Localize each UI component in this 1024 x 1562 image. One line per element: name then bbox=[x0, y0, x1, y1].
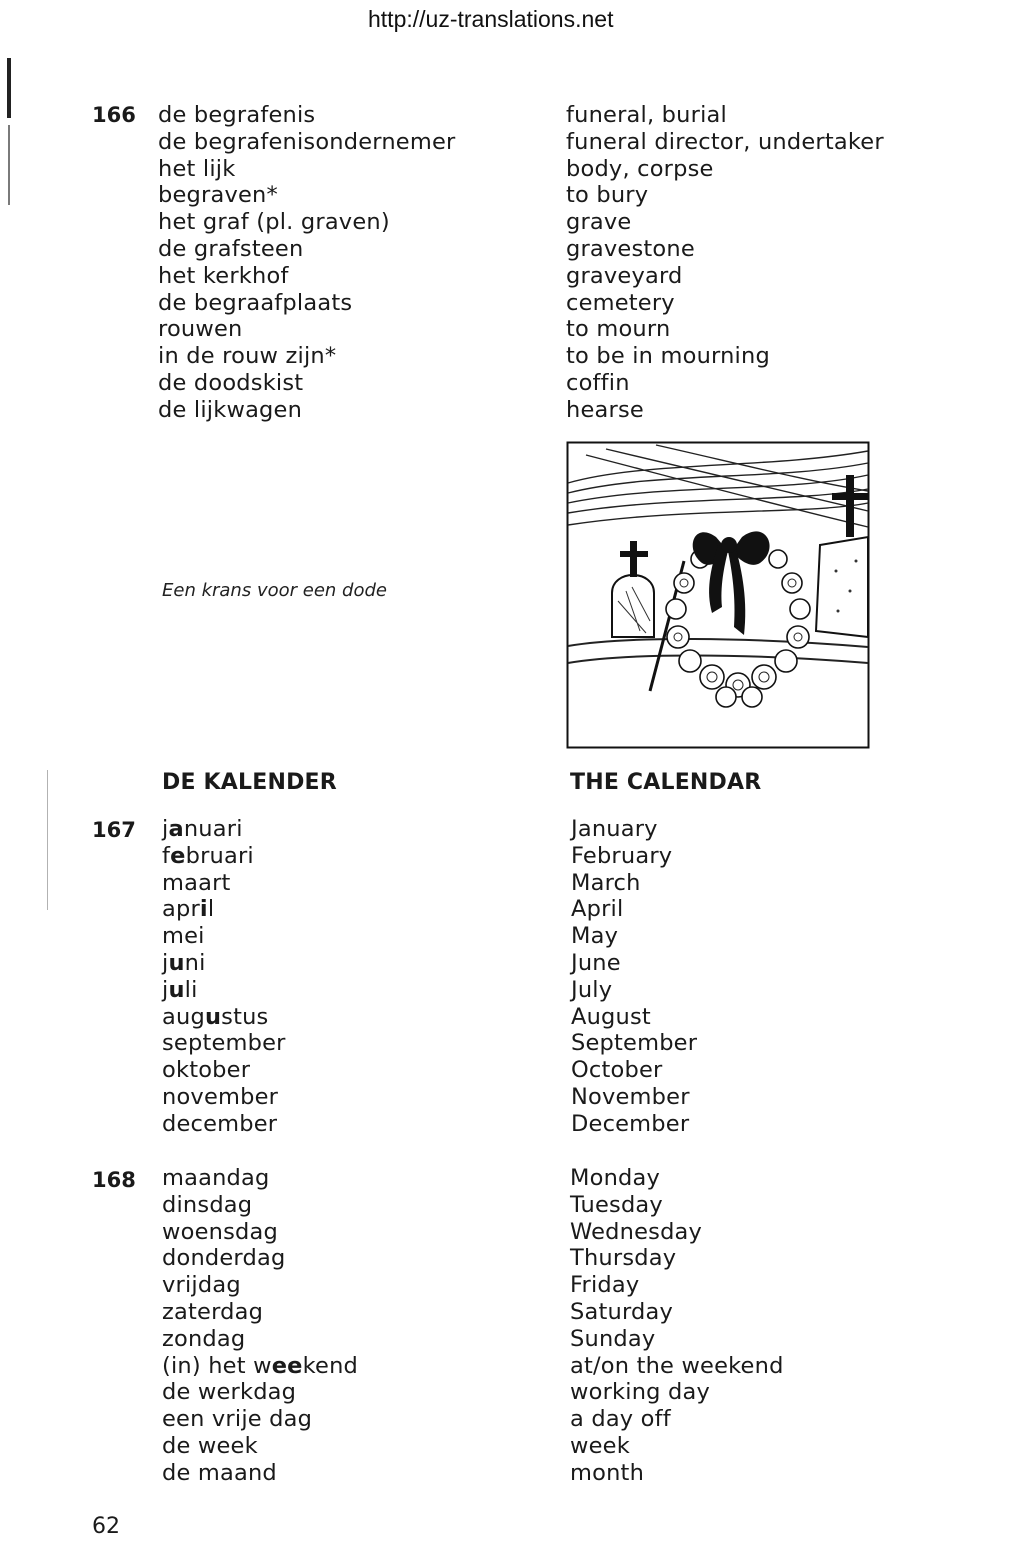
word-part: ni bbox=[184, 949, 206, 976]
dutch-word bbox=[162, 896, 286, 923]
dutch-word bbox=[162, 1379, 358, 1406]
english-translation: September bbox=[571, 1030, 698, 1057]
heading-the-calendar: THE CALENDAR bbox=[570, 770, 762, 795]
english-translation: to mourn bbox=[566, 316, 671, 343]
word-part: li bbox=[184, 976, 198, 1003]
word-part: de begraafplaats bbox=[158, 289, 353, 316]
word-part: september bbox=[162, 1030, 286, 1057]
word-part: de maand bbox=[162, 1459, 277, 1486]
page-number: 62 bbox=[92, 1514, 120, 1539]
word-part: december bbox=[162, 1110, 278, 1137]
english-translation: August bbox=[571, 1003, 651, 1030]
english-translation: Thursday bbox=[570, 1245, 677, 1272]
dutch-word bbox=[162, 923, 286, 950]
dutch-word-list-168 bbox=[162, 1165, 358, 1487]
word-part: aug bbox=[162, 1003, 205, 1030]
dutch-word bbox=[158, 397, 455, 424]
english-translation: working day bbox=[570, 1379, 710, 1406]
english-translation: January bbox=[571, 816, 658, 842]
scan-mark bbox=[47, 770, 48, 910]
english-word-list-168 bbox=[570, 1165, 784, 1487]
english-translation: to bury bbox=[566, 182, 649, 209]
english-translation: July bbox=[571, 976, 613, 1003]
dutch-word bbox=[162, 1165, 358, 1192]
dutch-word bbox=[162, 1192, 358, 1219]
english-translation: May bbox=[571, 923, 619, 950]
word-part: dinsdag bbox=[162, 1191, 253, 1218]
english-translation: December bbox=[571, 1110, 690, 1137]
dutch-word bbox=[162, 1353, 358, 1380]
word-part: (in) het w bbox=[162, 1352, 272, 1379]
stress-vowel: ee bbox=[271, 1352, 303, 1379]
english-translation: hearse bbox=[566, 396, 644, 423]
word-part: de werkdag bbox=[162, 1379, 297, 1406]
dutch-word bbox=[162, 1004, 286, 1031]
illustration-caption: Een krans voor een dode bbox=[162, 580, 387, 601]
entry-number-167: 167 bbox=[92, 818, 136, 842]
wreath-illustration bbox=[566, 441, 870, 749]
stress-vowel: e bbox=[170, 842, 186, 869]
english-translation: at/on the weekend bbox=[570, 1352, 784, 1379]
dutch-word bbox=[162, 1030, 286, 1057]
english-translation: week bbox=[570, 1432, 630, 1459]
word-part: l bbox=[207, 896, 215, 923]
word-part: het kerkhof bbox=[158, 262, 289, 289]
dutch-word-list-166 bbox=[158, 102, 455, 424]
english-translation: Monday bbox=[570, 1165, 661, 1191]
english-translation: June bbox=[571, 949, 621, 976]
english-translation: Wednesday bbox=[570, 1218, 703, 1245]
english-translation: month bbox=[570, 1459, 645, 1486]
word-part: nuari bbox=[183, 816, 243, 842]
dutch-word bbox=[162, 1406, 358, 1433]
english-translation: graveyard bbox=[566, 262, 683, 289]
stress-vowel: i bbox=[199, 896, 208, 923]
dutch-word bbox=[158, 290, 455, 317]
word-part: j bbox=[162, 949, 169, 976]
dutch-word bbox=[158, 343, 455, 370]
scan-mark bbox=[7, 58, 11, 118]
english-translation: April bbox=[571, 896, 624, 923]
word-part: apr bbox=[162, 896, 200, 923]
word-part: stus bbox=[221, 1003, 269, 1030]
word-part: de doodskist bbox=[158, 369, 304, 396]
word-part: donderdag bbox=[162, 1245, 286, 1272]
word-part: rouwen bbox=[158, 316, 243, 343]
word-part: in de rouw zijn* bbox=[158, 343, 337, 370]
dutch-word bbox=[162, 843, 286, 870]
english-translation: funeral director, undertaker bbox=[566, 128, 884, 155]
word-part: het lijk bbox=[158, 155, 236, 182]
word-part: oktober bbox=[162, 1057, 251, 1084]
word-part: een vrije dag bbox=[162, 1406, 313, 1433]
english-translation: funeral, burial bbox=[566, 102, 727, 128]
dutch-word bbox=[162, 1433, 358, 1460]
word-part: f bbox=[162, 842, 171, 869]
english-translation: March bbox=[571, 869, 641, 896]
dutch-word bbox=[158, 370, 455, 397]
dutch-word bbox=[158, 156, 455, 183]
dutch-word bbox=[162, 870, 286, 897]
entry-number-166: 166 bbox=[92, 103, 136, 127]
stress-vowel: u bbox=[168, 976, 185, 1003]
english-translation: gravestone bbox=[566, 235, 695, 262]
entry-number-168: 168 bbox=[92, 1168, 136, 1192]
dutch-word bbox=[162, 1299, 358, 1326]
english-word-list-167 bbox=[571, 816, 697, 1138]
dutch-word bbox=[158, 129, 455, 156]
english-translation: body, corpse bbox=[566, 155, 714, 182]
word-part: woensdag bbox=[162, 1218, 278, 1245]
english-translation: Saturday bbox=[570, 1298, 673, 1325]
english-translation: Tuesday bbox=[570, 1191, 663, 1218]
word-part: maandag bbox=[162, 1165, 270, 1191]
dutch-word bbox=[162, 1057, 286, 1084]
dutch-word bbox=[158, 102, 455, 129]
word-part: zondag bbox=[162, 1325, 246, 1352]
english-translation: cemetery bbox=[566, 289, 675, 316]
english-translation: November bbox=[571, 1083, 690, 1110]
scan-mark bbox=[8, 125, 10, 205]
word-part: het graf (pl. graven) bbox=[158, 209, 390, 236]
dutch-word bbox=[162, 1460, 358, 1487]
dutch-word bbox=[162, 1219, 358, 1246]
word-part: de week bbox=[162, 1432, 258, 1459]
english-translation: February bbox=[571, 842, 673, 869]
english-word-list-166 bbox=[566, 102, 884, 424]
dutch-word bbox=[162, 1111, 286, 1138]
word-part: mei bbox=[162, 923, 205, 950]
english-translation: Sunday bbox=[570, 1325, 656, 1352]
english-translation: coffin bbox=[566, 369, 630, 396]
watermark-url: http://uz-translations.net bbox=[368, 6, 614, 32]
stress-vowel: a bbox=[168, 816, 184, 842]
dutch-word bbox=[162, 816, 286, 843]
dutch-word bbox=[158, 236, 455, 263]
dutch-word bbox=[162, 1245, 358, 1272]
english-translation: Friday bbox=[570, 1272, 640, 1299]
english-translation: a day off bbox=[570, 1406, 671, 1433]
word-part: de begrafenisondernemer bbox=[158, 128, 456, 155]
dutch-word bbox=[158, 182, 455, 209]
dutch-word bbox=[158, 209, 455, 236]
dutch-word bbox=[162, 977, 286, 1004]
english-translation: October bbox=[571, 1057, 663, 1084]
heading-de-kalender: DE KALENDER bbox=[162, 770, 337, 795]
dutch-word bbox=[162, 1326, 358, 1353]
word-part: de lijkwagen bbox=[158, 396, 303, 423]
word-part: begraven* bbox=[158, 182, 278, 209]
word-part: de grafsteen bbox=[158, 235, 304, 262]
english-translation: to be in mourning bbox=[566, 343, 770, 370]
dutch-word bbox=[162, 1084, 286, 1111]
word-part: kend bbox=[302, 1352, 359, 1379]
word-part: j bbox=[162, 976, 169, 1003]
word-part: november bbox=[162, 1083, 279, 1110]
word-part: de begrafenis bbox=[158, 102, 316, 128]
english-translation: grave bbox=[566, 209, 632, 236]
word-part: vrijdag bbox=[162, 1272, 241, 1299]
dutch-word bbox=[158, 316, 455, 343]
word-part: bruari bbox=[185, 842, 254, 869]
dutch-word bbox=[162, 1272, 358, 1299]
dutch-word bbox=[162, 950, 286, 977]
stress-vowel: u bbox=[168, 949, 185, 976]
dutch-word-list-167 bbox=[162, 816, 286, 1138]
dutch-word bbox=[158, 263, 455, 290]
word-part: maart bbox=[162, 869, 231, 896]
word-part: j bbox=[162, 816, 169, 842]
word-part: zaterdag bbox=[162, 1298, 264, 1325]
stress-vowel: u bbox=[204, 1003, 222, 1030]
